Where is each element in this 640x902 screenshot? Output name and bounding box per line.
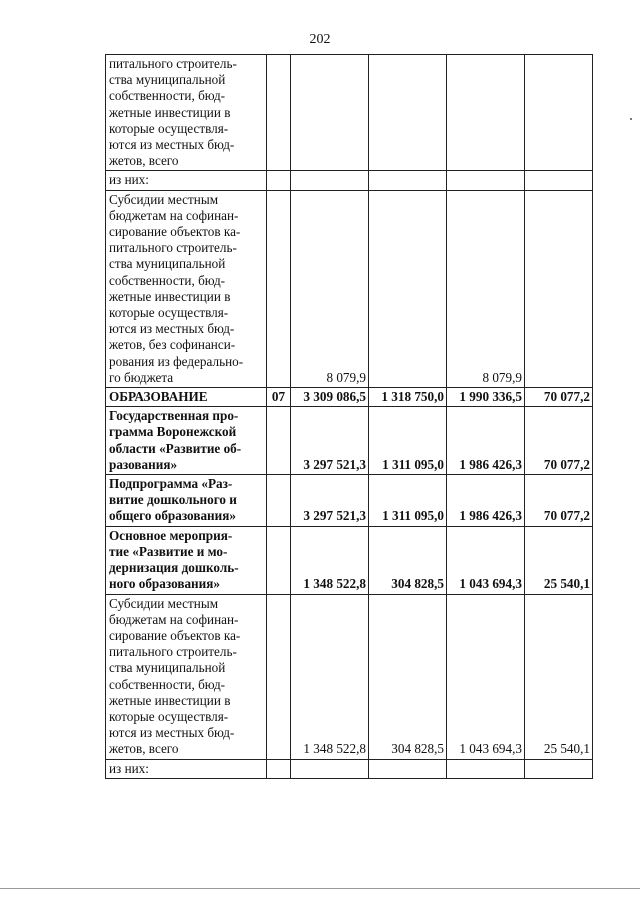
value-local-cell bbox=[525, 190, 593, 387]
value-federal-cell bbox=[369, 190, 447, 387]
value-regional-cell: 1 043 694,3 bbox=[447, 594, 525, 759]
row-name-line: из них: bbox=[109, 172, 149, 188]
row-name-line: разования» bbox=[109, 456, 178, 472]
section-code-cell bbox=[267, 526, 291, 594]
value-local-cell: 70 077,2 bbox=[525, 388, 593, 407]
row-name-line: ного образования» bbox=[109, 576, 220, 592]
value-total-cell: 3 297 521,3 bbox=[291, 475, 369, 527]
row-name-line: которые осуществля- bbox=[109, 708, 229, 724]
value-local-cell: 25 540,1 bbox=[525, 526, 593, 594]
row-name-line: Субсидии местным bbox=[109, 191, 219, 207]
row-name-line: собственности, бюд- bbox=[109, 272, 226, 288]
row-name-cell bbox=[106, 171, 267, 190]
section-code-cell bbox=[267, 190, 291, 387]
value-total-cell: 8 079,9 bbox=[291, 190, 369, 387]
section-code-cell bbox=[267, 594, 291, 759]
row-name-line: питального строитель- bbox=[109, 644, 237, 660]
value-total-cell bbox=[291, 759, 369, 778]
section-code-cell bbox=[267, 759, 291, 778]
row-name-line: которые осуществля- bbox=[109, 305, 229, 321]
budget-table-body bbox=[106, 55, 593, 779]
row-name-line: общего образования» bbox=[109, 508, 236, 524]
table-row bbox=[106, 594, 593, 759]
row-name-line: тие «Развитие и мо- bbox=[109, 543, 228, 559]
row-name-line: Подпрограмма «Раз- bbox=[109, 476, 233, 492]
row-name-line: сирование объектов ка- bbox=[109, 224, 241, 240]
value-federal-cell: 1 311 095,0 bbox=[369, 475, 447, 527]
row-name-line: витие дошкольного и bbox=[109, 492, 237, 508]
value-total-cell: 3 309 086,5 bbox=[291, 388, 369, 407]
value-local-cell bbox=[525, 55, 593, 171]
value-regional-cell bbox=[447, 55, 525, 171]
value-total-cell: 3 297 521,3 bbox=[291, 407, 369, 475]
value-federal-cell: 1 318 750,0 bbox=[369, 388, 447, 407]
row-name-line: жетов, всего bbox=[109, 741, 179, 757]
value-federal-cell bbox=[369, 171, 447, 190]
row-name-line: питального строитель- bbox=[109, 240, 237, 256]
row-name-line: жетные инвестиции в bbox=[109, 288, 231, 304]
row-name-line: из них: bbox=[109, 760, 149, 776]
row-name-line: бюджетам на софинан- bbox=[109, 611, 239, 627]
footer-rule bbox=[0, 888, 640, 889]
row-name-cell bbox=[106, 55, 267, 171]
value-regional-cell bbox=[447, 171, 525, 190]
row-name-line: Субсидии местным bbox=[109, 595, 219, 611]
row-name-line: жетные инвестиции в bbox=[109, 104, 231, 120]
row-name-cell bbox=[106, 407, 267, 475]
value-total-cell: 1 348 522,8 bbox=[291, 526, 369, 594]
value-local-cell bbox=[525, 171, 593, 190]
value-federal-cell bbox=[369, 759, 447, 778]
row-name-line: ются из местных бюд- bbox=[109, 137, 235, 153]
row-name-line: которые осуществля- bbox=[109, 120, 229, 136]
row-name-line: жетные инвестиции в bbox=[109, 692, 231, 708]
value-total-cell: 1 348 522,8 bbox=[291, 594, 369, 759]
row-name-cell bbox=[106, 388, 267, 407]
table-row bbox=[106, 759, 593, 778]
section-code-cell bbox=[267, 55, 291, 171]
section-code-cell bbox=[267, 171, 291, 190]
value-federal-cell bbox=[369, 55, 447, 171]
row-name-line: бюджетам на софинан- bbox=[109, 207, 239, 223]
table-row bbox=[106, 475, 593, 527]
row-name-cell bbox=[106, 594, 267, 759]
row-name-line: ства муниципальной bbox=[109, 256, 226, 272]
row-name-cell bbox=[106, 526, 267, 594]
row-name-line: Государственная про- bbox=[109, 408, 239, 424]
value-regional-cell: 1 986 426,3 bbox=[447, 407, 525, 475]
row-name-line: ства муниципальной bbox=[109, 660, 226, 676]
row-name-line: ОБРАЗОВАНИЕ bbox=[109, 389, 208, 405]
row-name-line: ства муниципальной bbox=[109, 72, 226, 88]
row-name-line: го бюджета bbox=[109, 369, 174, 385]
value-local-cell bbox=[525, 759, 593, 778]
scan-speck bbox=[630, 118, 632, 120]
row-name-line: ются из местных бюд- bbox=[109, 725, 235, 741]
row-name-cell bbox=[106, 190, 267, 387]
table-row bbox=[106, 407, 593, 475]
value-federal-cell: 1 311 095,0 bbox=[369, 407, 447, 475]
row-name-line: Основное мероприя- bbox=[109, 527, 233, 543]
row-name-line: питального строитель- bbox=[109, 56, 237, 71]
value-total-cell bbox=[291, 55, 369, 171]
budget-table bbox=[105, 54, 593, 779]
table-row bbox=[106, 526, 593, 594]
row-name-line: ются из местных бюд- bbox=[109, 321, 235, 337]
value-regional-cell: 1 043 694,3 bbox=[447, 526, 525, 594]
section-code-cell bbox=[267, 407, 291, 475]
value-total-cell bbox=[291, 171, 369, 190]
value-local-cell: 70 077,2 bbox=[525, 475, 593, 527]
row-name-line: сирование объектов ка- bbox=[109, 627, 241, 643]
row-name-line: собственности, бюд- bbox=[109, 88, 226, 104]
row-name-line: дернизация дошколь- bbox=[109, 560, 239, 576]
row-name-line: области «Развитие об- bbox=[109, 440, 242, 456]
table-row bbox=[106, 55, 593, 171]
value-local-cell: 70 077,2 bbox=[525, 407, 593, 475]
value-regional-cell: 8 079,9 bbox=[447, 190, 525, 387]
value-regional-cell: 1 990 336,5 bbox=[447, 388, 525, 407]
page-number: 202 bbox=[309, 32, 331, 47]
row-name-line: грамма Воронежской bbox=[109, 424, 237, 440]
row-name-cell bbox=[106, 759, 267, 778]
value-federal-cell: 304 828,5 bbox=[369, 526, 447, 594]
row-name-line: жетов, без софинанси- bbox=[109, 337, 236, 353]
value-regional-cell bbox=[447, 759, 525, 778]
row-name-line: собственности, бюд- bbox=[109, 676, 226, 692]
table-row bbox=[106, 171, 593, 190]
section-code-cell bbox=[267, 475, 291, 527]
row-name-line: рования из федерально- bbox=[109, 353, 244, 369]
row-name-line: жетов, всего bbox=[109, 153, 179, 169]
value-federal-cell: 304 828,5 bbox=[369, 594, 447, 759]
value-local-cell: 25 540,1 bbox=[525, 594, 593, 759]
table-row bbox=[106, 190, 593, 387]
row-name-cell bbox=[106, 475, 267, 527]
section-code-cell: 07 bbox=[267, 388, 291, 407]
table-row bbox=[106, 388, 593, 407]
value-regional-cell: 1 986 426,3 bbox=[447, 475, 525, 527]
